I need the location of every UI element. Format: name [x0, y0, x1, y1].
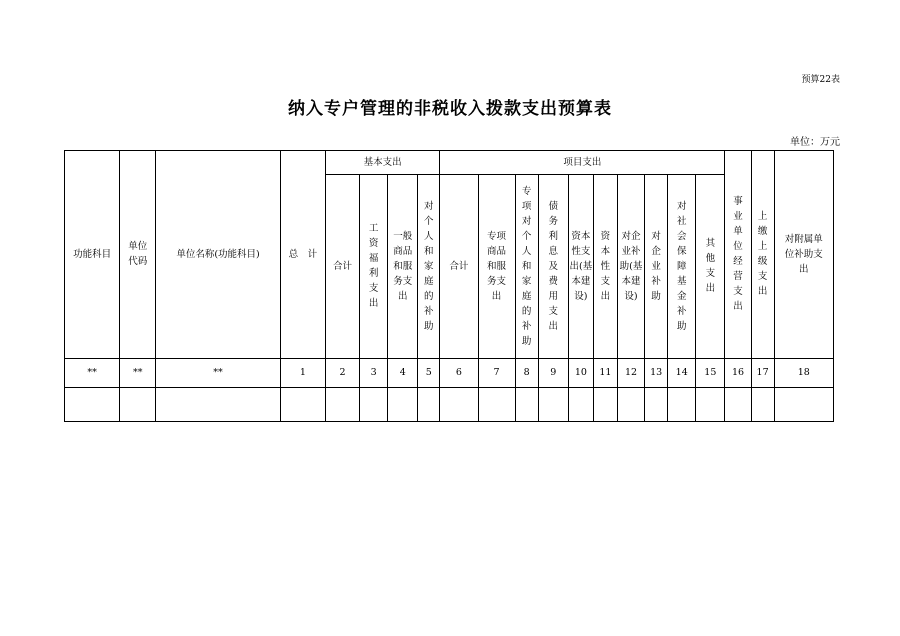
data-cell [156, 388, 280, 422]
header-proj-subtotal: 合计 [440, 175, 478, 359]
index-cell: 18 [774, 359, 833, 388]
data-cell [440, 388, 478, 422]
index-cell: 16 [725, 359, 751, 388]
index-cell: ** [65, 359, 120, 388]
data-cell [388, 388, 418, 422]
index-cell: 13 [645, 359, 668, 388]
header-proj-capital: 资本性支出 [593, 175, 617, 359]
header-proj-enterprise-basic: 对企 业补 助(基 本建 设) [617, 175, 644, 359]
data-cell [325, 388, 359, 422]
header-project-group: 项目支出 [440, 151, 725, 175]
index-cell: ** [156, 359, 280, 388]
budget-table [64, 150, 834, 422]
header-unit-code: 单位 代码 [120, 151, 156, 359]
index-cell: 1 [280, 359, 325, 388]
page-title: 纳入专户管理的非税收入拨款支出预算表 [288, 99, 612, 119]
header-basic-subtotal: 合计 [325, 175, 359, 359]
index-cell: 7 [478, 359, 515, 388]
header-total: 总 计 [280, 151, 325, 359]
index-cell: 17 [751, 359, 774, 388]
index-cell: 14 [668, 359, 696, 388]
header-proj-social: 对社会保障基金补助 [668, 175, 696, 359]
header-func-subject: 功能科目 [65, 151, 120, 359]
index-cell: 3 [360, 359, 388, 388]
data-cell [120, 388, 156, 422]
index-cell: 10 [568, 359, 593, 388]
header-proj-goods: 专项 商品 和服 务支 出 [478, 175, 515, 359]
header-proj-capital-basic: 资本 性支 出(基 本建 设) [568, 175, 593, 359]
index-cell: 9 [538, 359, 568, 388]
data-cell [280, 388, 325, 422]
index-row [65, 359, 834, 388]
header-basic-goods: 一般 商品 和服 务支 出 [388, 175, 418, 359]
index-cell: 8 [515, 359, 538, 388]
header-unit-name: 单位名称(功能科目) [156, 151, 280, 359]
data-cell [774, 388, 833, 422]
data-cell [538, 388, 568, 422]
data-cell [725, 388, 751, 422]
header-proj-personal: 专项对个人和家庭的补助 [515, 175, 538, 359]
header-business-op: 事业单位经营支出 [725, 151, 751, 359]
header-subsidiary: 对附属单 位补助支 出 [774, 151, 833, 359]
form-number: 预算22表 [801, 75, 840, 85]
data-cell [515, 388, 538, 422]
data-cell [568, 388, 593, 422]
unit-label: 单位：万元 [790, 137, 840, 148]
data-cell [418, 388, 440, 422]
index-cell: 2 [325, 359, 359, 388]
blank-data-row [65, 388, 834, 422]
data-cell [617, 388, 644, 422]
index-cell: 4 [388, 359, 418, 388]
index-cell: 15 [696, 359, 725, 388]
header-proj-debt: 债务利息及费用支出 [538, 175, 568, 359]
index-cell: 11 [593, 359, 617, 388]
data-cell [645, 388, 668, 422]
data-cell [65, 388, 120, 422]
data-cell [668, 388, 696, 422]
data-cell [751, 388, 774, 422]
index-cell: ** [120, 359, 156, 388]
data-cell [593, 388, 617, 422]
data-cell [478, 388, 515, 422]
index-cell: 12 [617, 359, 644, 388]
header-basic-personal: 对个人和家庭的补助 [418, 175, 440, 359]
data-cell [696, 388, 725, 422]
header-basic-group: 基本支出 [325, 151, 439, 175]
header-remit-upper: 上缴上级支出 [751, 151, 774, 359]
header-proj-other: 其他支出 [696, 175, 725, 359]
index-cell: 5 [418, 359, 440, 388]
index-cell: 6 [440, 359, 478, 388]
data-cell [360, 388, 388, 422]
header-proj-enterprise: 对企业补助 [645, 175, 668, 359]
header-basic-wage: 工资福利支出 [360, 175, 388, 359]
